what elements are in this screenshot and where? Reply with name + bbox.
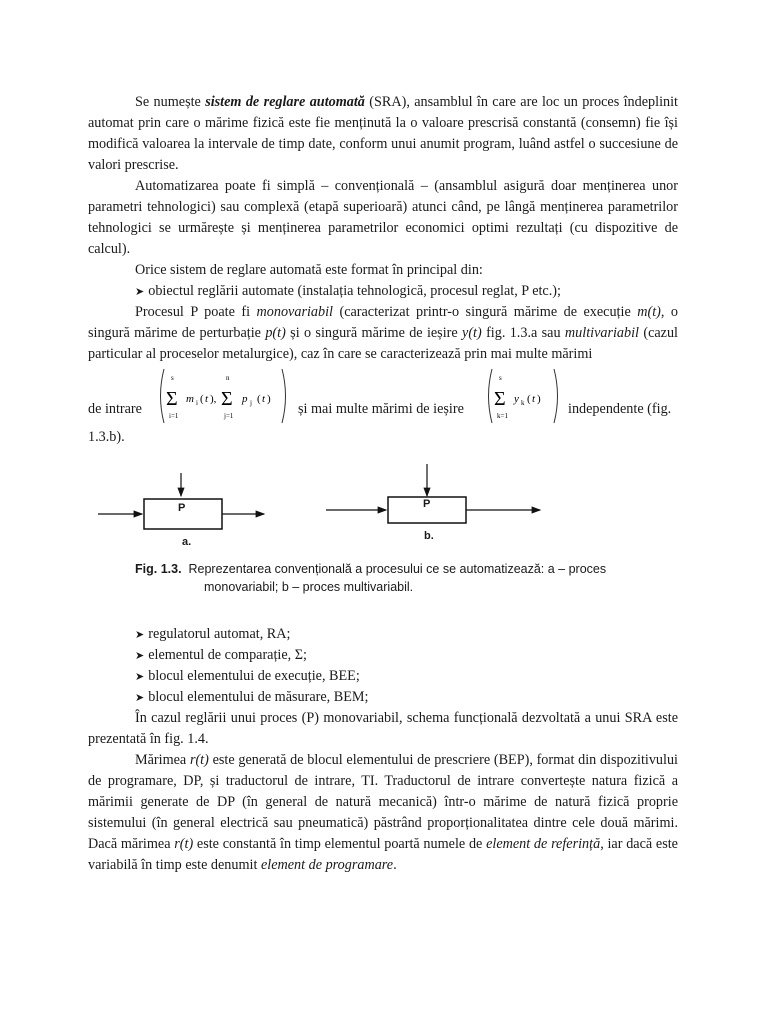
svg-text:y: y — [514, 393, 519, 405]
svg-text:k: k — [521, 399, 525, 407]
svg-text:m: m — [186, 393, 194, 405]
figure-1-3 — [88, 458, 678, 618]
bullet-item: ➤ elementul de comparație, Σ; — [135, 647, 307, 663]
svg-text:(: ( — [257, 393, 261, 405]
svg-text:),: ), — [210, 393, 217, 405]
block-b-label: P — [423, 498, 431, 510]
paragraph-automation: Automatizarea poate fi simplă – convențională – (ansamblul asigură doar menținerea unor parametri tehnologici) sau complexă (etapă superioară) atunci când, pe lângă menținerea parametrilor tehnologici se urmărește și menținerea parametrilor economici optimi rezultați (cu dispozitive de calcul). — [88, 178, 678, 257]
term-sra: sistem de reglare automată — [205, 94, 365, 110]
svg-text:Σ: Σ — [494, 388, 506, 410]
arrow-bullet-icon: ➤ — [135, 628, 145, 641]
svg-text:(: ( — [527, 393, 531, 405]
svg-text:): ) — [537, 393, 541, 405]
svg-text:n: n — [226, 374, 230, 382]
bullet-item: ➤ regulatorul automat, RA; — [135, 626, 291, 642]
bullet-list — [88, 624, 678, 708]
svg-text:Σ: Σ — [221, 388, 233, 410]
paragraph-fig-ref: 1.3.b). — [88, 429, 125, 445]
diagram-a-monovariable — [98, 473, 264, 529]
figure-caption: Fig. 1.3. Reprezentarea convențională a procesului ce se automatizează: a – proces monovariabil; b – proces multivariabil. — [135, 562, 607, 594]
paragraph-monovariable-sra: În cazul reglării unui proces (P) monovariabil, schema funcțională dezvoltată a unui SRA este prezentată în fig. 1.4. — [88, 710, 678, 747]
math-row: de intrare s Σ i=1 m i ( t ), n Σ j=1 p j ( t ) și mai multe mărimi de ieșire s Σ k=1 y k ( t ) independente (fig. — [88, 365, 678, 427]
arrow-bullet-icon: ➤ — [135, 691, 145, 704]
svg-text:i: i — [196, 399, 198, 407]
svg-text:s: s — [171, 374, 174, 382]
paragraph-rt: Mărimea r(t) este generată de blocul elementului de prescriere (BEP), format din dispozitivului de programare, DP, și traductorul de intrare, TI. Traductorul de intrare convertește natura fizică a mărimii generate de DP (în general de natură mecanică) într-o mărime de natură fizică proprie sistemului (în general electrică sau pneumatică) păstrând proporționalitatea dintre cele două mărimi. Dacă mărimea r(t) este constantă în timp elementul poartă numele de element de referință, iar dacă este variabilă în timp este denumit element de programare. — [88, 752, 678, 873]
svg-text:i=1: i=1 — [169, 412, 179, 420]
bullet-item: ➤ blocul elementului de măsurare, BEM; — [135, 689, 369, 705]
block-a-label: P — [178, 502, 186, 514]
sum-inputs-formula — [156, 365, 290, 427]
arrow-bullet-icon: ➤ — [135, 285, 145, 298]
bullet-item: ➤ obiectul reglării automate (instalația tehnologică, procesul reglat, P etc.); — [135, 283, 561, 299]
sum-outputs-formula — [484, 365, 562, 427]
diagram-b-label: b. — [424, 530, 434, 542]
svg-text:t: t — [262, 393, 266, 405]
svg-text:): ) — [267, 393, 271, 405]
svg-text:s: s — [499, 374, 502, 382]
svg-text:p: p — [242, 393, 248, 405]
bullet-item: ➤ blocul elementului de execuție, BEE; — [135, 668, 360, 684]
svg-text:(: ( — [200, 393, 204, 405]
svg-text:j=1: j=1 — [224, 412, 234, 420]
diagram-b-multivariable — [326, 464, 540, 523]
document-page — [88, 92, 678, 876]
svg-text:t: t — [532, 393, 536, 405]
svg-text:k=1: k=1 — [497, 412, 508, 420]
svg-text:j: j — [250, 399, 252, 407]
arrow-bullet-icon: ➤ — [135, 670, 145, 683]
paragraph-components-intro: Orice sistem de reglare automată este format în principal din: — [135, 262, 483, 278]
svg-text:t: t — [205, 393, 209, 405]
diagram-a-label: a. — [182, 536, 192, 548]
paragraph-definition: Se numește sistem de reglare automată (SRA), ansamblul în care are loc un proces îndeplinit automat prin care o mărime fizică este fie menținută la o valoare prescrisă constantă (consemn) fie își modifică valoarea la intervale de timp date, conform unui anumit program, luând astfel o succesiune de valori prescrise. — [88, 94, 678, 173]
paragraph-process: Procesul P poate fi monovariabil (caracterizat printr-o singură mărime de execuție m(t), o singură mărime de perturbație p(t) și o singură mărime de ieșire y(t) fig. 1.3.a sau multivariabil (cazul particular al proceselor metalurgice), caz în care se caracterizează prin mai multe mărimi — [88, 304, 678, 362]
svg-text:Σ: Σ — [166, 388, 178, 410]
arrow-bullet-icon: ➤ — [135, 649, 145, 662]
